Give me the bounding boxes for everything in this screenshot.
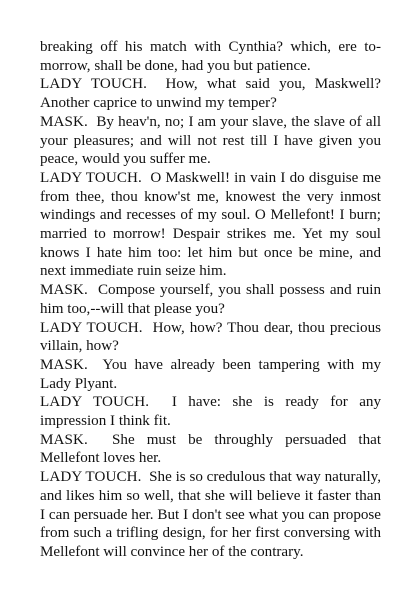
dialogue-paragraph: [40, 38, 381, 75]
speaker-name: MASK.: [40, 282, 88, 299]
dialogue-text: How, how? Thou dear, thou precious villain, how?: [40, 319, 382, 355]
speaker-name: LADY TOUCH.: [40, 319, 143, 336]
speaker-name: MASK.: [40, 431, 88, 448]
dialogue-paragraph: [40, 356, 381, 393]
speaker-name: MASK.: [40, 356, 88, 373]
speaker-name: MASK.: [40, 113, 88, 130]
dialogue-text: breaking off his match with Cynthia? which, ere to-morrow, shall be done, had you but patience.: [40, 39, 381, 74]
dialogue-text: O Maskwell! in vain I do disguise me from thee, thou know'st me, knowest the very inmost windings and recesses of my soul. O Mellefont! I burn; married to morrow! Despair strikes me. Yet my soul knows I hate him too: let him but once be mine, and next immediate ruin seize him.: [40, 169, 381, 280]
dialogue-text: By heav'n, no; I am your slave, the slave of all your pleasures; and will not rest till I have given you peace, would you suffer me.: [40, 113, 382, 168]
speaker-name: LADY TOUCH.: [40, 469, 142, 486]
dialogue-paragraph: [40, 113, 381, 169]
dialogue-text: She must be throughly persuaded that Mellefont loves her.: [40, 431, 382, 467]
dialogue-text: How, what said you, Maskwell? Another caprice to unwind my temper?: [40, 76, 382, 112]
dialogue-paragraph: [40, 393, 381, 430]
speaker-name: LADY TOUCH.: [40, 169, 142, 186]
dialogue-paragraph: [40, 169, 381, 281]
dialogue-text: Compose yourself, you shall possess and ruin him too,--will that please you?: [40, 282, 381, 317]
dialogue-paragraph: [40, 75, 381, 112]
dialogue-paragraph: [40, 281, 381, 318]
dialogue-paragraph: [40, 431, 381, 468]
dialogue-text: You have already been tampering with my Lady Plyant.: [40, 356, 381, 392]
dialogue-text: I have: she is ready for any impression I think fit.: [40, 394, 382, 430]
dialogue-paragraph: [40, 319, 381, 356]
dialogue-paragraph: [40, 468, 381, 562]
dialogue-text: She is so credulous that way naturally, and likes him so well, that she will believe it faster than I can persuade her. But I don't see what you can propose from such a trifling design, for her first conversing with Mellefont will convince her of the contrary.: [40, 469, 382, 560]
speaker-name: LADY TOUCH.: [40, 76, 147, 93]
play-text-page: [40, 38, 381, 562]
speaker-name: LADY TOUCH.: [40, 394, 150, 411]
